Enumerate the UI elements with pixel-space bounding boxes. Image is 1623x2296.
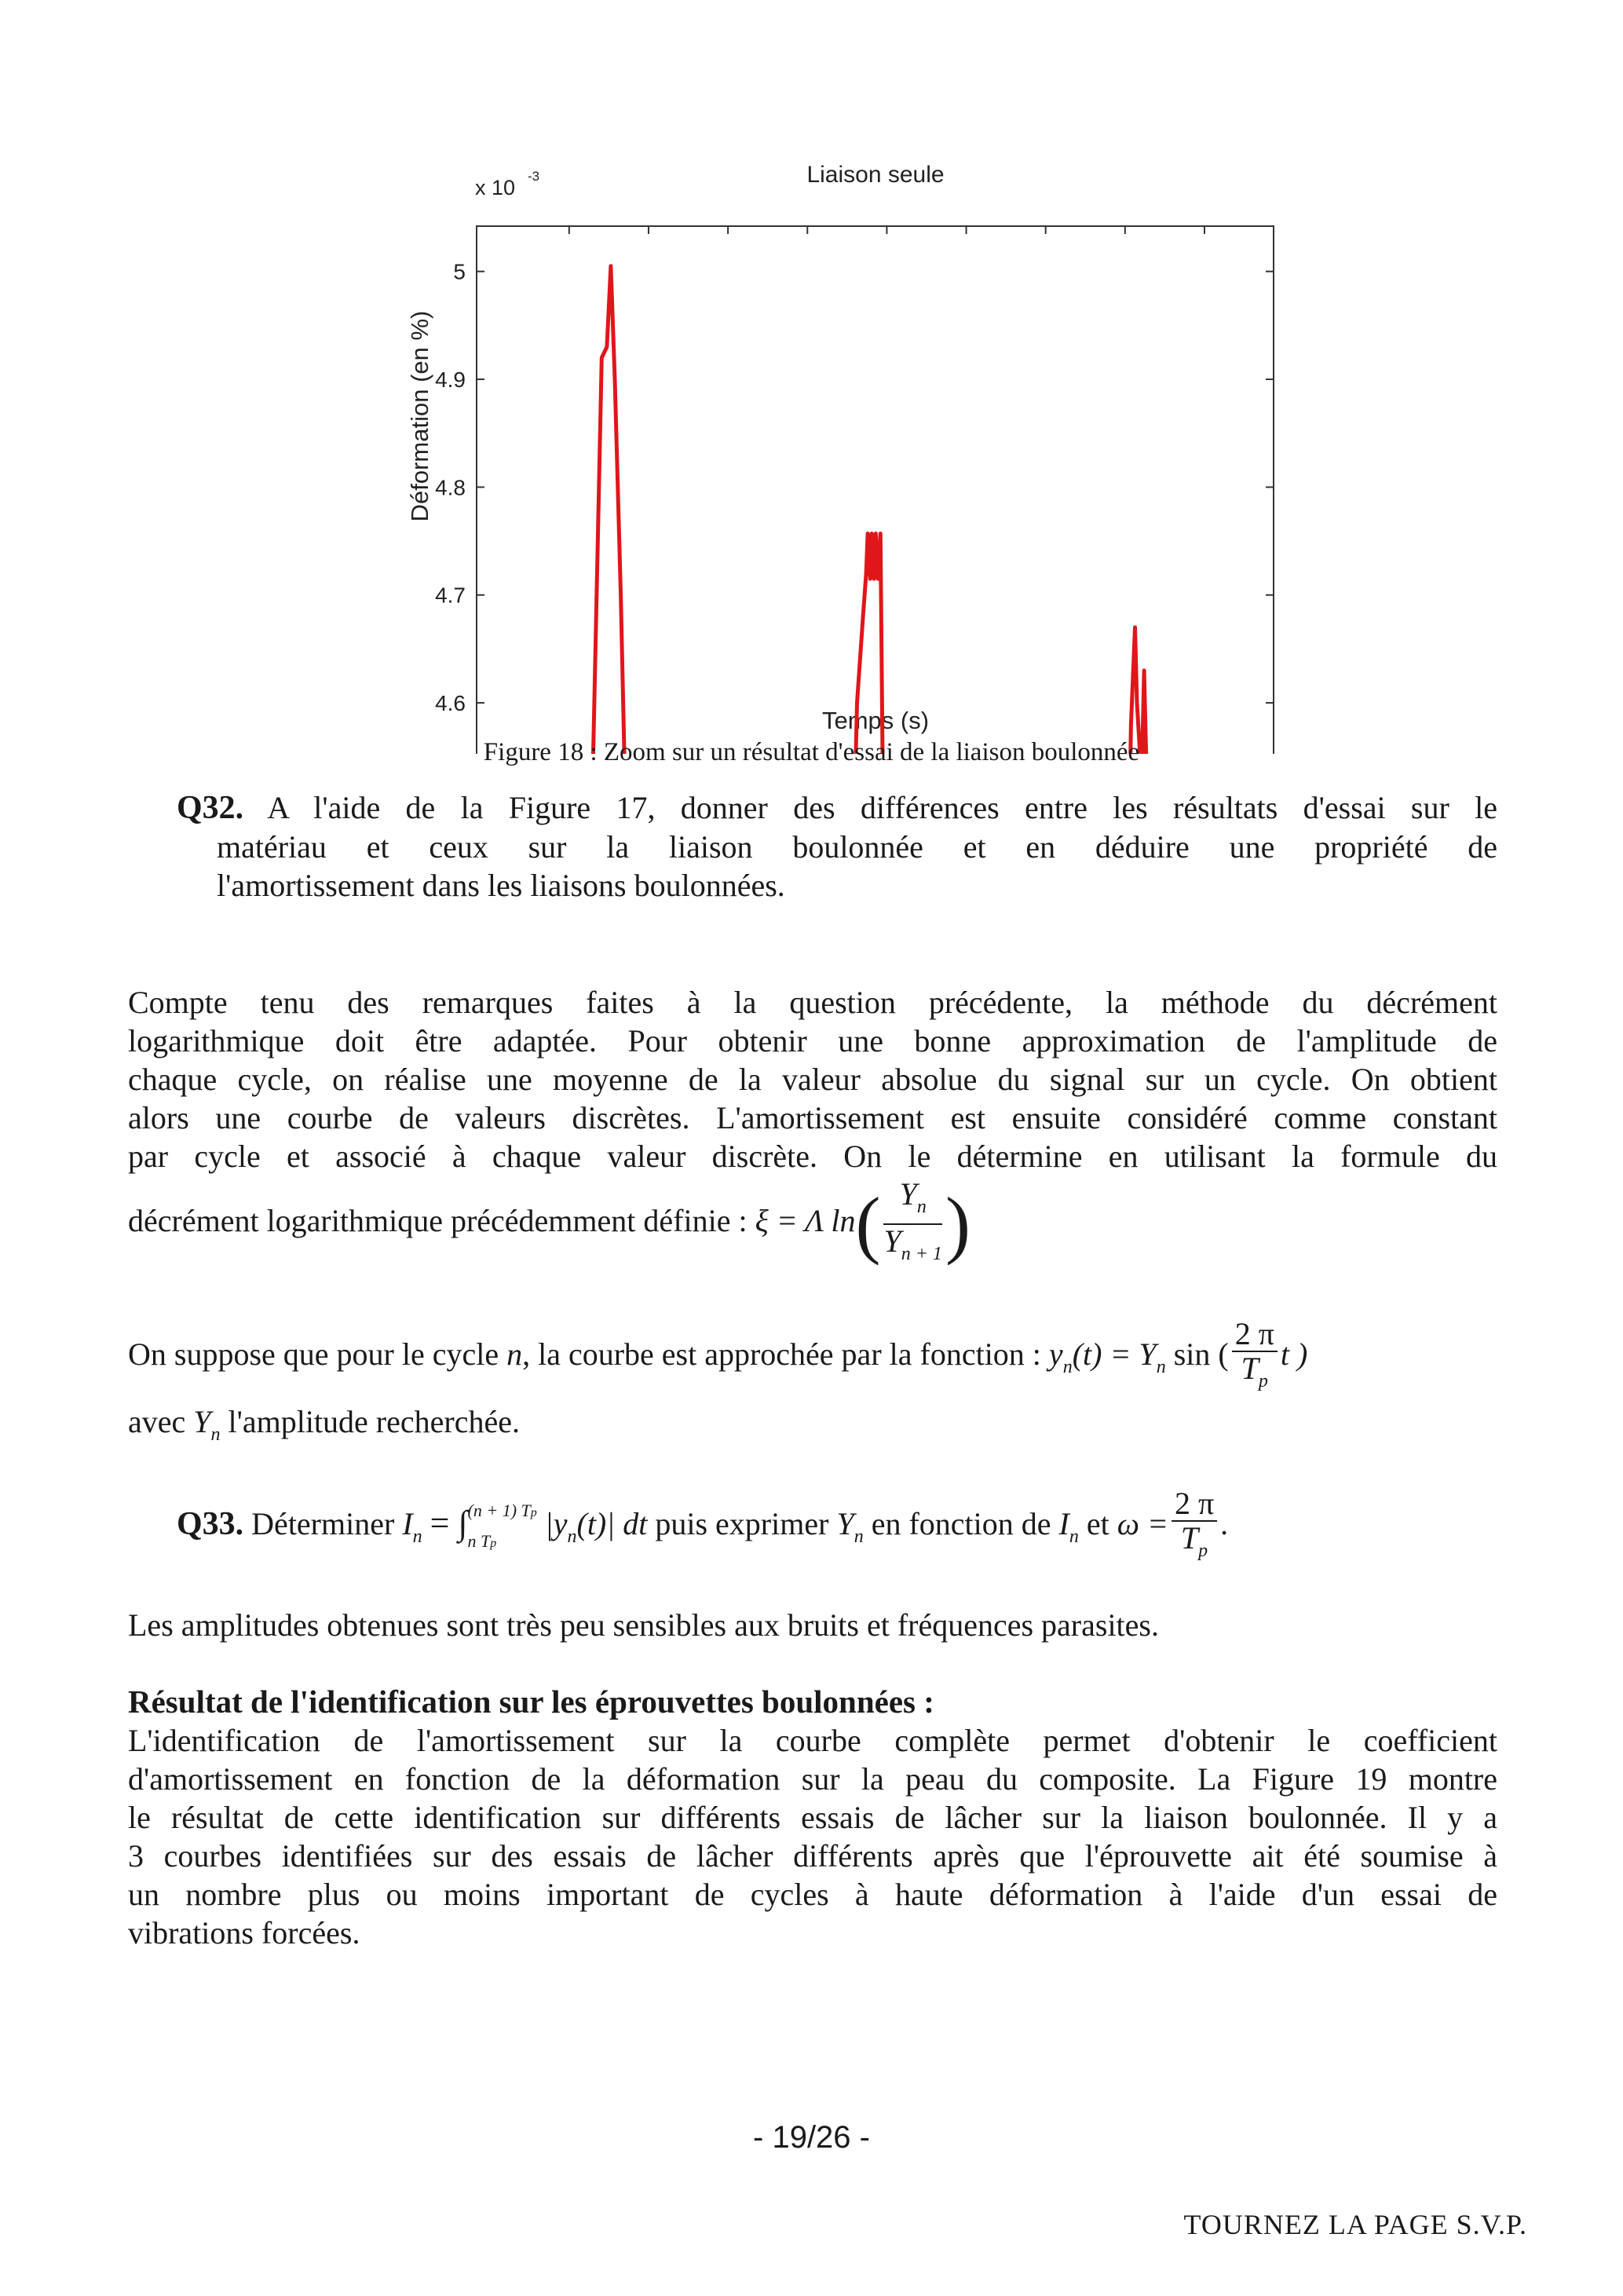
y-multiplier: x 10 (475, 176, 516, 199)
x-axis-label: Temps (s) (821, 707, 930, 734)
turn-page-note: TOURNEZ LA PAGE S.V.P. (1183, 2209, 1527, 2240)
paragraph-line: Les amplitudes obtenues sont très peu sensibles aux bruits et fréquences parasites. (128, 1607, 1159, 1643)
y-tick-label: 4.9 (435, 367, 466, 393)
y-tick-label: 4.7 (435, 583, 466, 608)
question-text: l'amortissement dans les liaisons boulonnées. (217, 868, 785, 903)
y-multiplier-exponent: -3 (528, 169, 540, 184)
question-text: matériau et ceux sur la liaison boulonnée et en déduire une propriété de (217, 829, 1497, 865)
page-number: - 19/26 - (753, 2120, 870, 2155)
question-32 (177, 788, 1497, 905)
formula-intro: décrément logarithmique précédemment définie : (128, 1203, 748, 1238)
paragraph-line: vibrations forcées. (128, 1915, 360, 1951)
paragraph-line: alors une courbe de valeurs discrètes. L'amortissement est ensuite considéré comme constant (128, 1100, 1497, 1135)
section-heading: Résultat de l'identification sur les éprouvettes boulonnées : (128, 1684, 934, 1720)
question-label: Q33. (177, 1506, 244, 1542)
log-decrement-formula: décrément logarithmique précédemment définie : ξ = Λ ln( $\frac{Y_n}{Y_{n + 1}}$ ) (128, 1175, 971, 1266)
question-text: A l'aide de la Figure 17, donner des différences entre les résultats d'essai sur le (267, 790, 1497, 825)
chart-title: Liaison seule (806, 162, 945, 188)
paragraph-line: L'identification de l'amortissement sur la courbe complète permet d'obtenir le coefficient (128, 1723, 1497, 1758)
paragraph-line: d'amortissement en fonction de la déformation sur la peau du composite. La Figure 19 montre (128, 1761, 1497, 1797)
paragraph-line: Compte tenu des remarques faites à la question précédente, la méthode du décrément (128, 985, 1497, 1020)
paragraph-line: 3 courbes identifiées sur des essais de lâcher différents après que l'éprouvette ait été soumise à (128, 1838, 1497, 1874)
question-label: Q32. (177, 790, 244, 826)
amplitude-note: avec $Y_n$ l'amplitude recherchée. (128, 1404, 520, 1445)
y-tick-label: 5 (453, 259, 466, 284)
paragraph-line: un nombre plus ou moins important de cycles à haute déformation à l'aide d'un essai de (128, 1877, 1497, 1912)
formula-lhs: ξ = Λ ln (755, 1203, 856, 1238)
paragraph-line: chaque cycle, on réalise une moyenne de la valeur absolue du signal sur un cycle. On obtient (128, 1062, 1497, 1097)
figure-caption: Figure 18 : Zoom sur un résultat d'essai de la liaison boulonnée (483, 738, 1140, 766)
question-33: Q33. Déterminer $I_n$ = ∫ (n + 1) Tp n Tp $|y_n(t)|$ dt puis exprimer $Y_n$ en fonction de $I_n$ et ω = $\frac{2 \pi}{T_p}$ . (177, 1485, 1229, 1561)
y-tick-label: 4.6 (435, 691, 466, 716)
y-axis-label: Déformation (en %) (406, 310, 433, 522)
figure-18-chart (0, 0, 1623, 754)
paragraph-line: logarithmique doit être adaptée. Pour obtenir une bonne approximation de l'amplitude de (128, 1023, 1497, 1058)
y-tick-label: 4.8 (435, 475, 466, 500)
paragraph-line: le résultat de cette identification sur différents essais de lâcher sur la liaison boulonnée. Il y a (128, 1800, 1497, 1835)
paragraph-line: par cycle et associé à chaque valeur discrète. On le détermine en utilisant la formule du (128, 1139, 1497, 1174)
function-definition: On suppose que pour le cycle n, la courbe est approchée par la fonction : $y_n(t) = Y_n$ sin ( $\frac{2 \pi}{T_p}$ t ) (128, 1315, 1308, 1391)
